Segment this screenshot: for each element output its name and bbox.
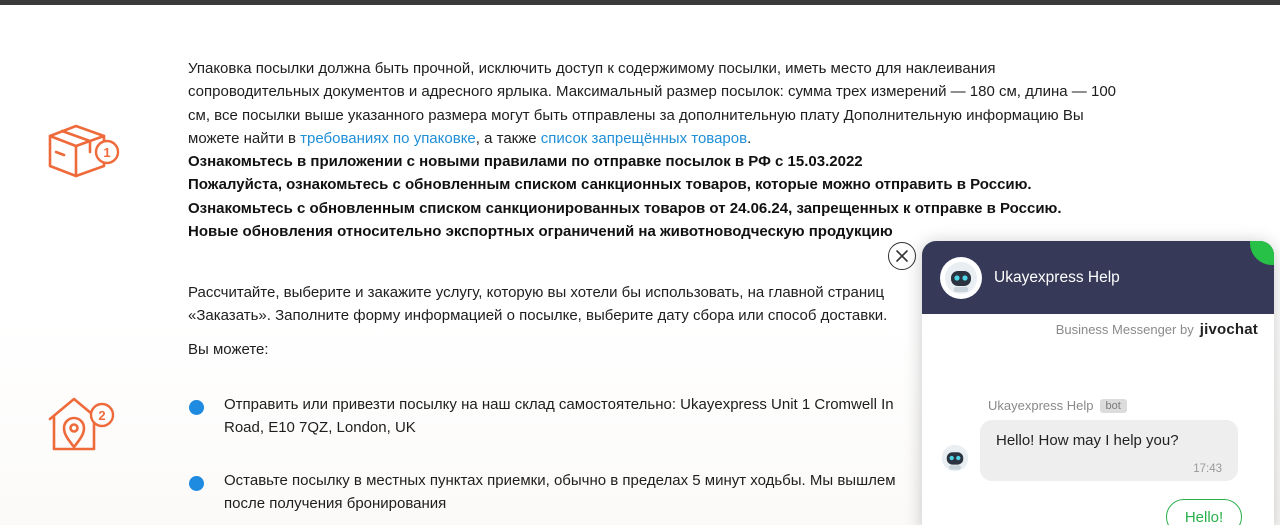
bullet-dot — [189, 400, 204, 415]
list-item — [224, 393, 924, 439]
packaging-paragraph — [188, 57, 1128, 150]
chat-message-time: 17:43 — [1193, 463, 1222, 475]
box-step-1-icon — [46, 122, 122, 185]
robot-icon — [941, 444, 969, 472]
chat-widget — [922, 241, 1274, 525]
bot-avatar — [940, 257, 982, 299]
svg-text:1: 1 — [103, 145, 111, 160]
notice-rf-rules: Ознакомьтесь в приложении с новыми правилами по отправке посылок в РФ с 15.03.2022 — [188, 153, 863, 171]
quick-reply-button[interactable]: Hello! — [1166, 499, 1242, 525]
chat-close-button[interactable] — [888, 242, 916, 270]
powered-by — [1056, 321, 1258, 338]
robot-icon — [944, 261, 978, 295]
list-item-line2: Road, E10 7QZ, London, UK — [224, 419, 416, 436]
list-item-line2: после получения бронирования — [224, 495, 447, 512]
home-location-step-2-icon — [46, 395, 122, 464]
packaging-info — [188, 57, 1128, 243]
order-instructions-line2: «Заказать». Заполните форму информацией о посылке, выберите дату сбора или способ доставки. — [188, 307, 888, 325]
sender-name: Ukayexpress Help — [988, 398, 1094, 413]
prohibited-items-link[interactable]: список запрещённых товаров — [540, 129, 748, 147]
list-item — [224, 469, 924, 515]
list-item-line1: Оставьте посылку в местных пунктах приемки, обычно в пределах 5 минут ходьбы. Мы вышлем — [224, 472, 896, 489]
notice-sanctions-list: Пожалуйста, ознакомьтесь с обновленным списком санкционных товаров, которые можно отправить в Россию. — [188, 176, 1032, 194]
notice-export-restrictions: Новые обновления относительно экспортных ограничений на животноводческую продукцию — [188, 223, 893, 241]
svg-text:2: 2 — [98, 408, 106, 423]
packaging-text-end: . — [747, 129, 752, 147]
order-instructions — [188, 281, 928, 328]
close-icon — [895, 249, 909, 263]
message-sender — [988, 398, 1127, 413]
order-instructions-line1: Рассчитайте, выберите и закажите услугу, которую вы хотели бы использовать, на главной страниц — [188, 284, 885, 301]
bot-badge: bot — [1100, 399, 1127, 413]
packaging-requirements-link[interactable]: требованиях по упаковке — [300, 129, 476, 147]
chat-message-text: Hello! How may I help you? — [996, 432, 1179, 449]
you-can-heading: Вы можете: — [188, 341, 269, 358]
notice-sanctions-updated: Ознакомьтесь с обновленным списком санкционированных товаров от 24.06.24, запрещенных к отправке в Россию. — [188, 199, 1062, 217]
online-status-indicator — [1250, 241, 1274, 265]
bullet-dot — [189, 476, 204, 491]
powered-by-text: Business Messenger by — [1055, 322, 1194, 337]
jivochat-logo[interactable]: jivochat — [1199, 321, 1258, 338]
packaging-text-between: , а также — [475, 129, 541, 147]
chat-message-bubble — [980, 420, 1238, 481]
chat-title: Ukayexpress Help — [994, 268, 1120, 286]
list-item-line1: Отправить или привезти посылку на наш склад самостоятельно: Ukayexpress Unit 1 Cromwell In — [224, 396, 894, 413]
message-avatar — [941, 444, 969, 472]
packaging-text: Упаковка посылки должна быть прочной, исключить доступ к содержимому посылки, иметь место для наклеивания сопроводительных документов и адресного ярлыка. Максимальный размер посылок: сумма трех измерений — 180 см, длина — 100 см, все посылки выше указанного размера могут быть отправлены за дополнительную плату Дополнительную информацию Вы можете найти в — [188, 60, 1117, 147]
chat-header — [922, 241, 1274, 314]
